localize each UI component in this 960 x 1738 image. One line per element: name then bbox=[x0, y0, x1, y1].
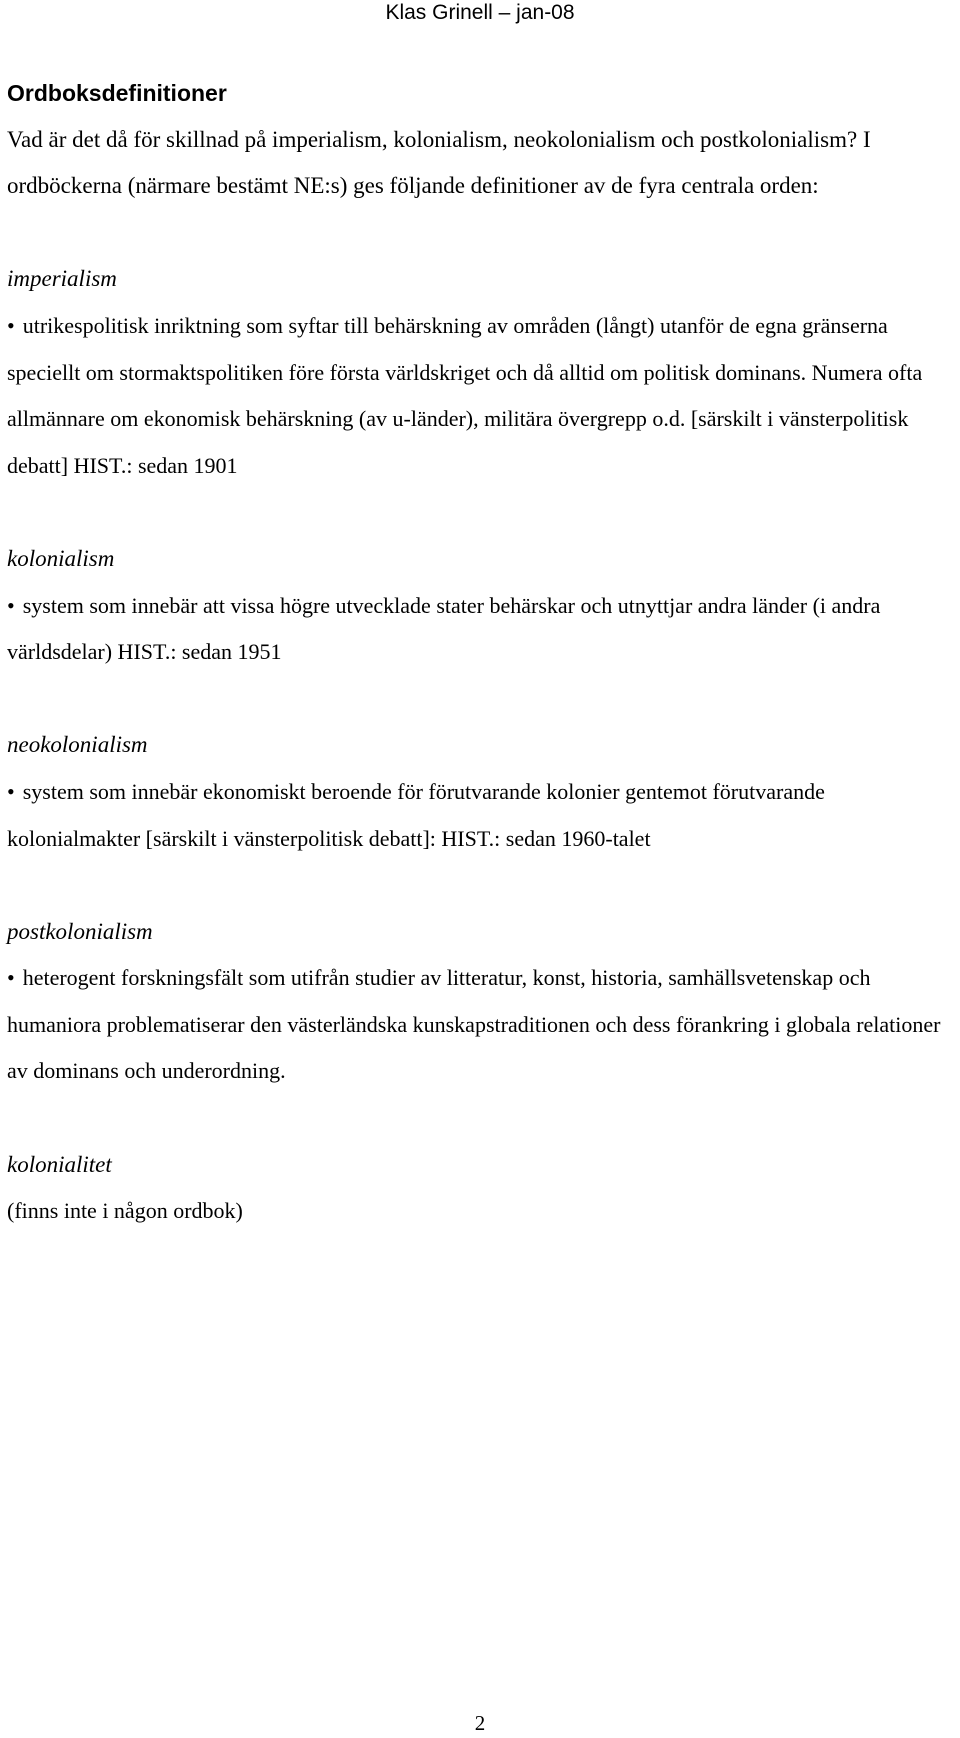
definition-text: system som innebär att vissa högre utvecklade stater behärskar och utnyttjar andra länder (i andra världsdelar) HIST.: sedan 1951 bbox=[7, 592, 881, 665]
definition-kolonialism bbox=[7, 583, 957, 676]
definition-imperialism bbox=[7, 303, 957, 489]
bullet-icon: • bbox=[7, 778, 15, 804]
document-body bbox=[7, 70, 957, 1235]
page-number: 2 bbox=[474, 1711, 486, 1735]
entry-neokolonialism bbox=[7, 722, 957, 862]
term-kolonialism: kolonialism bbox=[7, 545, 115, 571]
definition-text: system som innebär ekonomiskt beroende för förutvarande kolonier gentemot förutvarande kolonialmakter [särskilt i vänsterpolitisk debatt]: HIST.: sedan 1960-talet bbox=[7, 778, 825, 851]
definition-text: utrikespolitisk inriktning som syftar till behärskning av områden (långt) utanför de egna gränserna speciellt om stormaktspolitiken före första världskriget och då alltid om politisk dominans. Numera ofta allmännare om ekonomisk behärskning (av u-länder), militära övergrepp o.d. [särskilt i vänsterpolitisk debatt] HIST.: sedan 1901 bbox=[7, 312, 923, 478]
bullet-icon: • bbox=[7, 592, 15, 618]
term-postkolonialism: postkolonialism bbox=[7, 918, 153, 944]
entry-kolonialism bbox=[7, 536, 957, 676]
definition-neokolonialism bbox=[7, 769, 957, 862]
entry-kolonialitet bbox=[7, 1142, 957, 1235]
definition-postkolonialism bbox=[7, 955, 957, 1095]
term-kolonialitet: kolonialitet bbox=[7, 1151, 112, 1177]
entry-postkolonialism bbox=[7, 909, 957, 1095]
intro-paragraph: Vad är det då för skillnad på imperialism, kolonialism, neokolonialism och postkolonialism? I ordböckerna (närmare bestämt NE:s) ges följande definitioner av de fyra centrala orden: bbox=[7, 126, 871, 199]
bullet-icon: • bbox=[7, 965, 15, 991]
note-kolonialitet: (finns inte i någon ordbok) bbox=[7, 1198, 243, 1224]
term-neokolonialism: neokolonialism bbox=[7, 732, 148, 758]
definition-text: heterogent forskningsfält som utifrån studier av litteratur, konst, historia, samhällsvetenskap och humaniora problematiserar den västerländska kunskapstraditionen och dess förankring i globala relationer av dominans och underordning. bbox=[7, 965, 941, 1084]
entry-imperialism bbox=[7, 256, 957, 489]
bullet-icon: • bbox=[7, 312, 15, 338]
term-imperialism: imperialism bbox=[7, 266, 117, 292]
section-title: Ordboksdefinitioner bbox=[7, 80, 227, 106]
page-header: Klas Grinell – jan-08 bbox=[385, 1, 575, 24]
